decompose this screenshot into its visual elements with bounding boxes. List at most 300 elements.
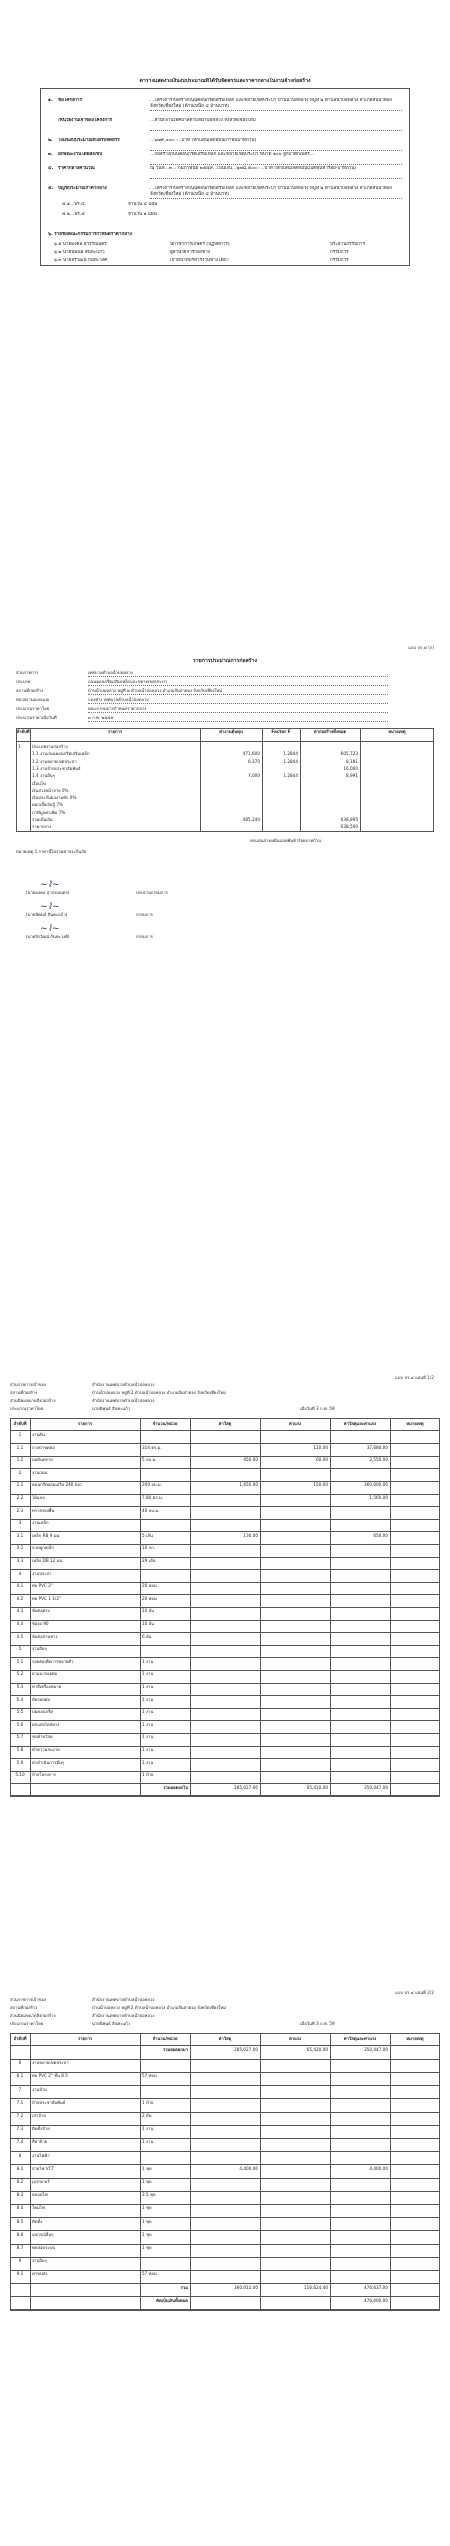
table-cell: เงื่อนไข [32,780,46,786]
table-cell: 4,400.00 [369,2165,388,2171]
table-cell: รอยต่อเพื่อการขยายตัว [32,1658,74,1664]
table-cell: 350,447.00 [364,1784,388,1790]
item-text: ...๖๗๙,๐๐๐.-...บาท (หกแสนเจ็ดหมื่นเก้าพันบาทถ้วน) [150,138,402,151]
column-divider [30,2033,31,2310]
table-cell: 3.3 [16,1558,24,1563]
table-cell: 1 งาน [142,1671,154,1677]
table-cell: 20 ท่อน [142,1595,157,1601]
table-header-cell: หมายเหตุ [406,1421,424,1426]
table-cell: เหล็ก RB 9 มม. [32,1532,61,1538]
table-cell: 4.5 [16,1633,24,1639]
table-cell: ลวดผูกเหล็ก [32,1545,54,1551]
table-cell: 20 ท่อน [142,1583,157,1589]
table-cell: 1 งาน [142,1734,154,1740]
table-cell: 60.00 [316,1457,328,1463]
table-cell: 6 อัน [142,1633,152,1639]
table-cell: 2 [18,1469,22,1475]
table-header-cell: ค่าวัสดุและค่าแรง [343,1421,377,1426]
table-cell: 5.5 [16,1709,24,1715]
table-cell: 2.5 ชุด [142,2192,156,2198]
signer-role: กรรมการ [136,912,153,917]
committee-position: เจ้าหน้าที่บริหารงานช่างโยธา [170,258,229,263]
table-cell: ตกแต่งไหล่ทาง [32,1721,60,1727]
table-cell: ท่อ PVC 2" [32,1583,53,1589]
table-cell: 8.4 [16,2205,24,2211]
table-cell: 2.2 [16,1495,24,1500]
table-cell: ทรายรองพื้น [32,1507,55,1513]
item-number: ๕. [48,186,54,191]
item-number: ๒. [48,138,53,143]
committee-role: ประธานกรรมการ [330,242,365,247]
table-cell: 1 งาน [142,2126,154,2132]
estimate-footnote: หมายเหตุ 1.ราคานี้ไม่รวมค่าประกันภัย [16,849,87,854]
meta-label: ประเภท [16,679,31,684]
table-cell: 476,600.00 [364,2297,388,2303]
table-cell: 150.00 [313,1482,328,1488]
sub-item-code: ๕.๒...ปร.๕ [62,212,85,217]
table-cell: 605,723 [340,751,358,757]
table-cell: 7.4 [16,2139,24,2145]
table-cell: 1 งาน [142,1696,154,1702]
table-cell: 65,420.00 [306,2047,328,2052]
meta-value: บ้านน้ำบ่อหลวง หมู่ที่ ๒ ตำบลน้ำบ่อหลวง อำเภอสันป่าตอง จังหวัดเชียงใหม่ [88,688,388,695]
committee-title: ๖. รายชื่อคณะกรรมการกำหนดราคากลาง [48,232,132,237]
table-cell: ข้องอ 90 [32,1621,49,1626]
table-cell: ค่าดำเนินการอื่นๆ [32,1759,65,1765]
table-cell: 130.00 [243,1532,258,1538]
item-text: ...โครงการก่อสร้างถนนคอนกรีตเสริมเหล็ก และขยายเขตประปา บ้านน้ำบ่อหลวง หมู่ที่ ๒ ตำบลน้ำบ่อหลวง อำเภอสันป่าตอง จังหวัดเชียงใหม่ (ด้านเหนือ ๔ ล้านบาท) [150,98,402,111]
table-cell: ท่อ PVC 1 1/2" [32,1595,61,1601]
table-cell: 5.4 [16,1696,24,1702]
page-number: แบบ ปร.๔ แผ่นที่ 2/2 [395,1990,434,1995]
column-divider [140,1418,141,1796]
page-4-boq-sheet-2 [0,1985,450,2325]
table-header-cell: ลำดับที่ [13,1421,27,1426]
boq-table-frame [10,1418,440,1796]
table-cell: 2.3 [16,1507,24,1513]
table-header-cell: ค่าวัสดุ [218,2036,232,2041]
meta-date: เมื่อวันที่ 3 ก.พ. 59 [300,2021,335,2026]
table-cell: 8 [18,2152,22,2158]
table-cell: 10 อัน [142,1608,155,1614]
table-cell: 4,400.00 [239,2165,258,2171]
committee-role: กรรมการ [330,258,349,263]
table-cell: ทาสีเครื่องหมาย [32,1684,62,1689]
sub-item-qty: จำนวน ๔ แผ่น [128,202,158,207]
table-cell: ติดตั้ง [32,2218,43,2224]
item-label: ชื่อโครงการ [58,98,82,103]
page-number: แบบ ปร.๕ (ก) [408,645,434,650]
table-cell: 6,370 [248,758,260,764]
table-header-cell: รายการ [77,1421,93,1426]
table-cell: 57 ท่อน [142,2271,157,2277]
meta-label: ประมาณราคาเมื่อวันที่ [16,715,57,720]
column-divider [140,2033,141,2310]
signer-name: (นายนิพนธ์ สินทะแก้ว) [26,912,68,917]
table-cell: 1.2844 [283,773,298,779]
table-cell: 10 อัน [142,1621,155,1626]
table-cell: รวมเป็นเงิน [32,817,53,822]
table-cell: 7.1 [16,2099,24,2105]
column-divider [30,1418,31,1796]
column-divider [390,1418,391,1796]
table-cell: เงินล่วงหน้าจ่าย 0% [32,787,69,793]
item-number: ๑. [48,98,53,103]
meta-label: สถานที่ก่อสร้าง [10,1390,38,1395]
table-cell: งานดิน [32,1432,45,1437]
column-divider [200,728,201,832]
table-cell: 476,637.00 [364,2284,388,2290]
table-cell: 638,500 [340,824,358,830]
table-cell: 1 [18,1432,22,1437]
table-cell: ป้ายประชาสัมพันธ์ [32,2099,66,2105]
table-cell: 5 ลบ.ม. [142,1457,157,1463]
table-cell: งานอื่นๆ [32,2258,47,2264]
table-cell: 7.80 ตร.ม. [142,1495,164,1500]
table-cell: สีทาป้าย [32,2139,48,2145]
table-cell: 485,240 [242,817,260,822]
meta-value: เทศบาลตำบลน้ำบ่อหลวง [88,670,388,677]
item-text: ...สำนักงานเทศบาลตำบลน้ำบ่อหลวง จังหวัดเชียงใหม่ [150,118,402,131]
column-divider [330,2033,331,2310]
header-divider [10,2045,440,2046]
table-cell: 120.00 [313,1444,328,1450]
table-cell: 450.00 [243,1457,258,1463]
table-cell: 5 เส้น [142,1532,153,1538]
table-cell: 65,420.00 [306,1784,328,1790]
table-cell: งานถนน [32,1469,48,1475]
summary-row-label: รวมยอดยกไป [163,1784,188,1790]
table-cell: อุปกรณ์อื่นๆ [32,2231,54,2237]
meta-value: คณะกรรมการกำหนดราคากลาง [88,706,388,713]
table-cell: สายไฟ VCT [32,2165,55,2171]
committee-role: กรรมการ [330,250,349,255]
table-cell: โคมไฟ [32,2205,45,2211]
table-cell: 7.2 [16,2113,24,2118]
table-cell: 5.9 [16,1759,24,1765]
column-divider [190,2033,191,2310]
meta-value: ถนนคอนกรีตเสริมเหล็กและขยายเขตประปา [88,679,388,686]
meta-value: ๓ ก.พ. ๒๕๕๙ [88,715,388,722]
table-cell: 116,624.40 [304,2284,328,2290]
table-header-cell: ค่าแรง [288,2036,302,2041]
table-cell: 350,447.00 [364,2047,388,2052]
meta-label: สถานที่ก่อสร้าง [16,688,44,693]
table-cell: ตัดรอยต่อ [32,1696,50,1702]
meta-label: ส่วนนิยมขนาดสิ่งก่อสร้าง [10,2013,56,2018]
table-cell: 1 ป้าย [142,2099,154,2105]
column-divider [260,2033,261,2310]
table-cell: 1.1 งานถนนคอนกรีตเสริมเหล็ก [32,751,90,757]
meta-value: สำนักงานเทศบาลตำบลน้ำบ่อหลวง [92,1997,155,2002]
table-cell: 1.2 งานขยายเขตประปา [32,758,77,764]
column-divider [330,1418,331,1796]
table-header-cell: จำนวน/หน่วย [152,2036,178,2041]
table-cell: 3.2 [16,1545,24,1551]
table-cell: เสาป้าย [32,2113,46,2118]
header-divider [16,741,434,742]
table-cell: 4.4 [16,1621,24,1626]
meta-label: หน่วยงานออกแบบ [16,697,50,702]
table-cell: ไม้แบบ [32,1495,45,1500]
table-header-cell: ค่าก่อสร้างทั้งหมด [313,729,347,734]
table-cell: คอนกรีตผสมเสร็จ 240 ksc. [32,1482,84,1488]
table-cell: 40 ลบ.ม. [142,1507,160,1513]
sub-item-code: ๕.๑...ปร.๔ [62,202,85,207]
table-cell: 5.2 [16,1671,24,1677]
table-cell: ท่อ PVC 2" ชั้น 8.5 [32,2073,68,2079]
table-cell: เบรกเกอร์ [32,2179,50,2184]
table-cell: ประเภทงานก่อสร้าง [32,744,68,749]
table-cell: หลอดไฟ [32,2192,48,2198]
item-label: ราคากลางคำนวณ [58,166,95,171]
table-cell: 3 [18,1520,22,1526]
estimate-summary-text: หกแสนสามหมื่นแปดพันห้าร้อยบาทถ้วน [250,838,322,843]
page-2-estimate-summary [0,640,450,1010]
table-header-cell: ลำดับที่ [13,2036,27,2041]
table-cell: 1 ชุด [142,2245,152,2250]
signature-scribble-icon: ~⌇~ [40,924,60,934]
signer-name: (นายจิรวัฒน์ กันทะวงศ์) [26,934,70,939]
table-cell: 1,560.00 [369,1495,388,1500]
table-cell: 16,000 [343,765,358,771]
sub-item-qty: จำนวน ๑ แผ่น [128,212,157,217]
meta-value: นายนิพนธ์ สินทะแก้ว [92,2021,131,2026]
table-header-cell: Factor F [271,729,291,734]
table-cell: 1,650.00 [239,1482,258,1488]
meta-label: สถานที่ก่อสร้าง [10,2005,38,2010]
item-text: ...โครงการก่อสร้างถนนคอนกรีตเสริมเหล็ก และขยายเขตประปา บ้านน้ำบ่อหลวง หมู่ที่ ๒ ตำบลน้ำบ่อหลวง อำเภอสันป่าตอง จังหวัดเชียงใหม่ (ด้านเหนือ ๔ ล้านบาท) [150,186,402,199]
column-divider [390,2033,391,2310]
table-cell: 6.1 [16,2073,24,2079]
table-cell: 1 ชุด [142,2218,152,2224]
signature-scribble-icon: ~⌇~ [40,902,60,912]
signer-role: กรรมการ [136,934,153,939]
meta-value: กองช่าง เทศบาลตำบลน้ำบ่อหลวง [88,697,388,704]
meta-label: ส่วนราชการเจ้าของ [10,1997,47,2002]
meta-value: สำนักงานเทศบาลตำบลน้ำบ่อหลวง [92,1398,155,1403]
table-cell: 285,027.00 [234,2047,258,2052]
committee-position: นักวิชาการเกษตร (ปฏิบัติการ) [170,242,230,247]
table-cell: งานเหล็ก [32,1520,49,1526]
table-cell: ป้ายโครงการ [32,1772,56,1778]
table-cell: งานอื่นๆ [32,1646,47,1652]
table-cell: 1.1 [16,1444,24,1450]
meta-label: ประมาณราคาโดย [16,706,50,711]
table-cell: 57 ท่อน [142,2073,157,2079]
table-cell: 8,991 [346,773,358,779]
table-header-cell: ค่าวัสดุและค่าแรง [343,2036,377,2041]
table-cell: 1 งาน [142,1684,154,1689]
table-cell: 8.2 [16,2179,24,2184]
table-cell: ข้อต่อตรง [32,1608,50,1614]
boq-table-frame [10,2033,440,2310]
meta-label: ประมาณราคาโดย [10,2021,44,2026]
table-cell: 5.1 [16,1658,24,1664]
item-label: วงเงินงบประมาณที่ได้รับจัดสรร [58,138,120,143]
page-number: แบบ ปร.๔ แผ่นที่ 1/2 [395,1375,434,1380]
committee-name: ๖.๒ นายนิพนธ์ สินทะแก้ว [54,250,105,255]
signer-role: ประธานกรรมการ [136,890,168,895]
summary-row-label: คิดเป็นเงินทั้งหมด [156,2297,188,2303]
table-cell: 8.6 [16,2231,24,2237]
table-cell: 37,680.00 [366,1444,388,1450]
item-number: ๓. [48,152,53,157]
table-cell: 4 [18,1570,22,1576]
table-cell: ภาษีมูลค่าเพิ่ม 7% [32,809,66,815]
table-cell: ขนย้ายวัสดุ [32,1734,53,1740]
table-cell: 29 เส้น [142,1558,156,1563]
table-cell: 3.1 [16,1532,24,1538]
meta-label: ส่วนราชการเจ้าของ [10,1382,47,1387]
committee-position: ผู้อำนวยการกองช่าง [170,250,210,255]
table-header-cell: ค่าแรง [288,1421,302,1426]
table-cell: ค่าขนส่ง [32,2271,48,2277]
column-divider [190,1418,191,1796]
table-cell: 5.8 [16,1747,24,1752]
table-cell: ราคากลาง [32,824,52,830]
table-cell: งานขยายเขตประปา [32,2060,69,2066]
table-header-cell: ค่างานต้นทุน [219,729,243,734]
table-cell: 1.3 งานป้ายประชาสัมพันธ์ [32,765,81,771]
table-cell: 1 งาน [142,2139,154,2145]
table-cell: งานป้าย [32,2086,47,2092]
table-cell: 471,600 [242,751,260,757]
item-label: บัญชีประมาณราคากลาง [58,186,107,191]
table-cell: 1 ชุด [142,2165,152,2171]
table-cell: เงินประกันผลงานหัก 0% [32,795,77,801]
table-cell: 5.6 [16,1721,24,1727]
page-title: ตารางแสดงวงเงินงบประมาณที่ได้รับจัดสรรและราคากลางในงานจ้างก่อสร้าง [139,78,311,84]
table-cell: 360,012.00 [234,2284,258,2290]
meta-label: ส่วนราชการ [16,670,39,675]
table-cell: 5.3 [16,1684,24,1689]
table-header-cell: จำนวน/หน่วย [152,1421,178,1426]
table-cell: 10 กก. [142,1545,156,1551]
table-cell: ถางป่าขุดตอ [32,1444,55,1450]
table-cell: บ่มคอนกรีต [32,1709,54,1715]
column-divider [260,1418,261,1796]
table-cell: 1 งาน [142,1721,154,1727]
column-divider [300,728,301,832]
table-cell: ยาแนวรอยต่อ [32,1671,58,1677]
table-cell: 4.3 [16,1608,24,1614]
table-header-cell: หมายเหตุ [406,2036,424,2041]
table-cell: 4.1 [16,1583,24,1589]
table-cell: 285,027.00 [234,1784,258,1790]
table-cell: 2.1 [16,1482,24,1488]
table-cell: 1 [18,744,21,749]
committee-name: ๖.๓ นายจิรวัฒน์ กันทะวงศ์ [54,258,108,263]
signer-name: (นายมงคล สุวรรณบุตร) [26,890,70,895]
summary-row-label: รวม [180,2284,188,2290]
table-cell: 1 งาน [142,1658,154,1664]
table-cell: 7.3 [16,2126,24,2132]
table-cell: 200 ลบ.ม. [142,1482,162,1488]
page-3-boq-sheet-1 [0,1370,450,1840]
item-text: ...ก่อสร้างถนนคอนกรีตเสริมเหล็ก และขยายเขตประปา ขนาด ๑๐๐ ลูกบาศก์เมตร... [150,152,402,165]
column-divider [262,728,263,832]
table-cell: 8.3 [16,2192,24,2198]
table-cell: 5.7 [16,1734,24,1740]
table-cell: 8.1 [16,2165,24,2171]
committee-name: ๖.๑ นายมงคล สุวรรณบุตร [54,242,107,247]
signature-scribble-icon: ~⌇~ [40,880,60,890]
item-text: ณ วันที่...๓... กุมภาพันธ์ ๒๕๕๙...เป็นเงิน...๖๗๘,๕๐๐.-...บาท (หกแสนเจ็ดหมื่นแปดพันห้าร้อย-บาทถ้วน) [150,166,402,179]
column-divider [30,728,31,832]
table-cell: 1.2 [16,1457,24,1463]
table-cell: 5 [18,1646,22,1652]
meta-value: บ้านน้ำบ่อหลวง หมู่ที่ 2 ตำบลน้ำบ่อหลวง อำเภอสันป่าตอง จังหวัดเชียงใหม่ [92,2005,226,2010]
table-header-cell: รายการ [77,2036,93,2041]
table-cell: ถมดินทราย [32,1457,53,1463]
table-header-cell: รายการ [107,729,123,734]
meta-label: ประมาณราคาโดย [10,1406,44,1411]
table-header-cell: ค่าวัสดุ [218,1421,232,1426]
meta-value: สำนักงานเทศบาลตำบลน้ำบ่อหลวง [92,2013,155,2018]
table-cell: 6 [18,2060,22,2066]
table-header-cell: หมายเหตุ [388,729,406,734]
table-cell: 8.5 [16,2218,24,2224]
table-cell: 1.4 งานอื่นๆ [32,773,55,779]
table-cell: 1 ชุด [142,2179,152,2184]
table-cell: ข้อต่อสามทาง [32,1633,58,1639]
table-cell: 360,000.00 [364,1482,388,1488]
meta-value: นายนิพนธ์ สินทะแก้ว [92,1406,131,1411]
item-label: ลักษณะงานโดยสังเขป [58,152,103,157]
table-cell: 1 ป้าย [142,1772,154,1778]
table-cell: งานไฟฟ้า [32,2152,50,2158]
meta-value: บ้านน้ำบ่อหลวง หมู่ที่ 2 ตำบลน้ำบ่อหลวง อำเภอสันป่าตอง จังหวัดเชียงใหม่ [92,1390,226,1395]
table-cell: 2 ต้น [142,2113,152,2118]
table-cell: งานประปา [32,1570,52,1576]
table-cell: ดอกเบี้ยเงินกู้ 7% [32,802,64,808]
table-cell: 1 ชุด [142,2205,152,2211]
header-divider [10,1430,440,1431]
table-cell: 7 [18,2086,22,2092]
table-cell: 8.7 [16,2245,24,2250]
table-cell: 650.00 [373,1532,388,1538]
table-cell: ทดสอบระบบ [32,2245,56,2250]
table-cell: เหล็ก DB 12 มม. [32,1558,64,1563]
table-cell: 5.10 [15,1772,25,1778]
table-cell: 9.1 [16,2271,24,2277]
page-1-budget-summary [0,0,450,290]
meta-label: ส่วนนิยมขนาดสิ่งก่อสร้าง [10,1398,56,1403]
table-cell: 314 ตร.ม. [142,1444,162,1450]
meta-date: เมื่อวันที่ 3 ก.พ. 59 [300,1406,335,1411]
table-cell: 9 [18,2258,22,2264]
table-cell: 1.2844 [283,758,298,764]
table-cell: 2,550.00 [369,1457,388,1463]
item-label: /หน่วยงานเจ้าของโครงการ [58,118,113,123]
estimate-title: รายการประมาณการก่อสร้าง [192,658,258,664]
table-cell: 4.2 [16,1595,24,1601]
table-cell: 1 งาน [142,1747,154,1752]
table-cell: 1 ชุด [142,2231,152,2237]
table-cell: ทำความสะอาด [32,1747,60,1752]
column-divider [360,728,361,832]
table-cell: ติดตั้งป้าย [32,2126,50,2132]
table-cell: 1 งาน [142,1759,154,1765]
table-cell: 7,000 [248,773,260,779]
item-number: ๔. [48,166,54,171]
table-cell: 1 งาน [142,1709,154,1715]
meta-value: สำนักงานเทศบาลตำบลน้ำบ่อหลวง [92,1382,155,1387]
summary-row-label: รวมยอดยกมา [162,2047,188,2052]
table-cell: 638,895 [340,817,358,822]
table-cell: 1.2844 [283,751,298,757]
